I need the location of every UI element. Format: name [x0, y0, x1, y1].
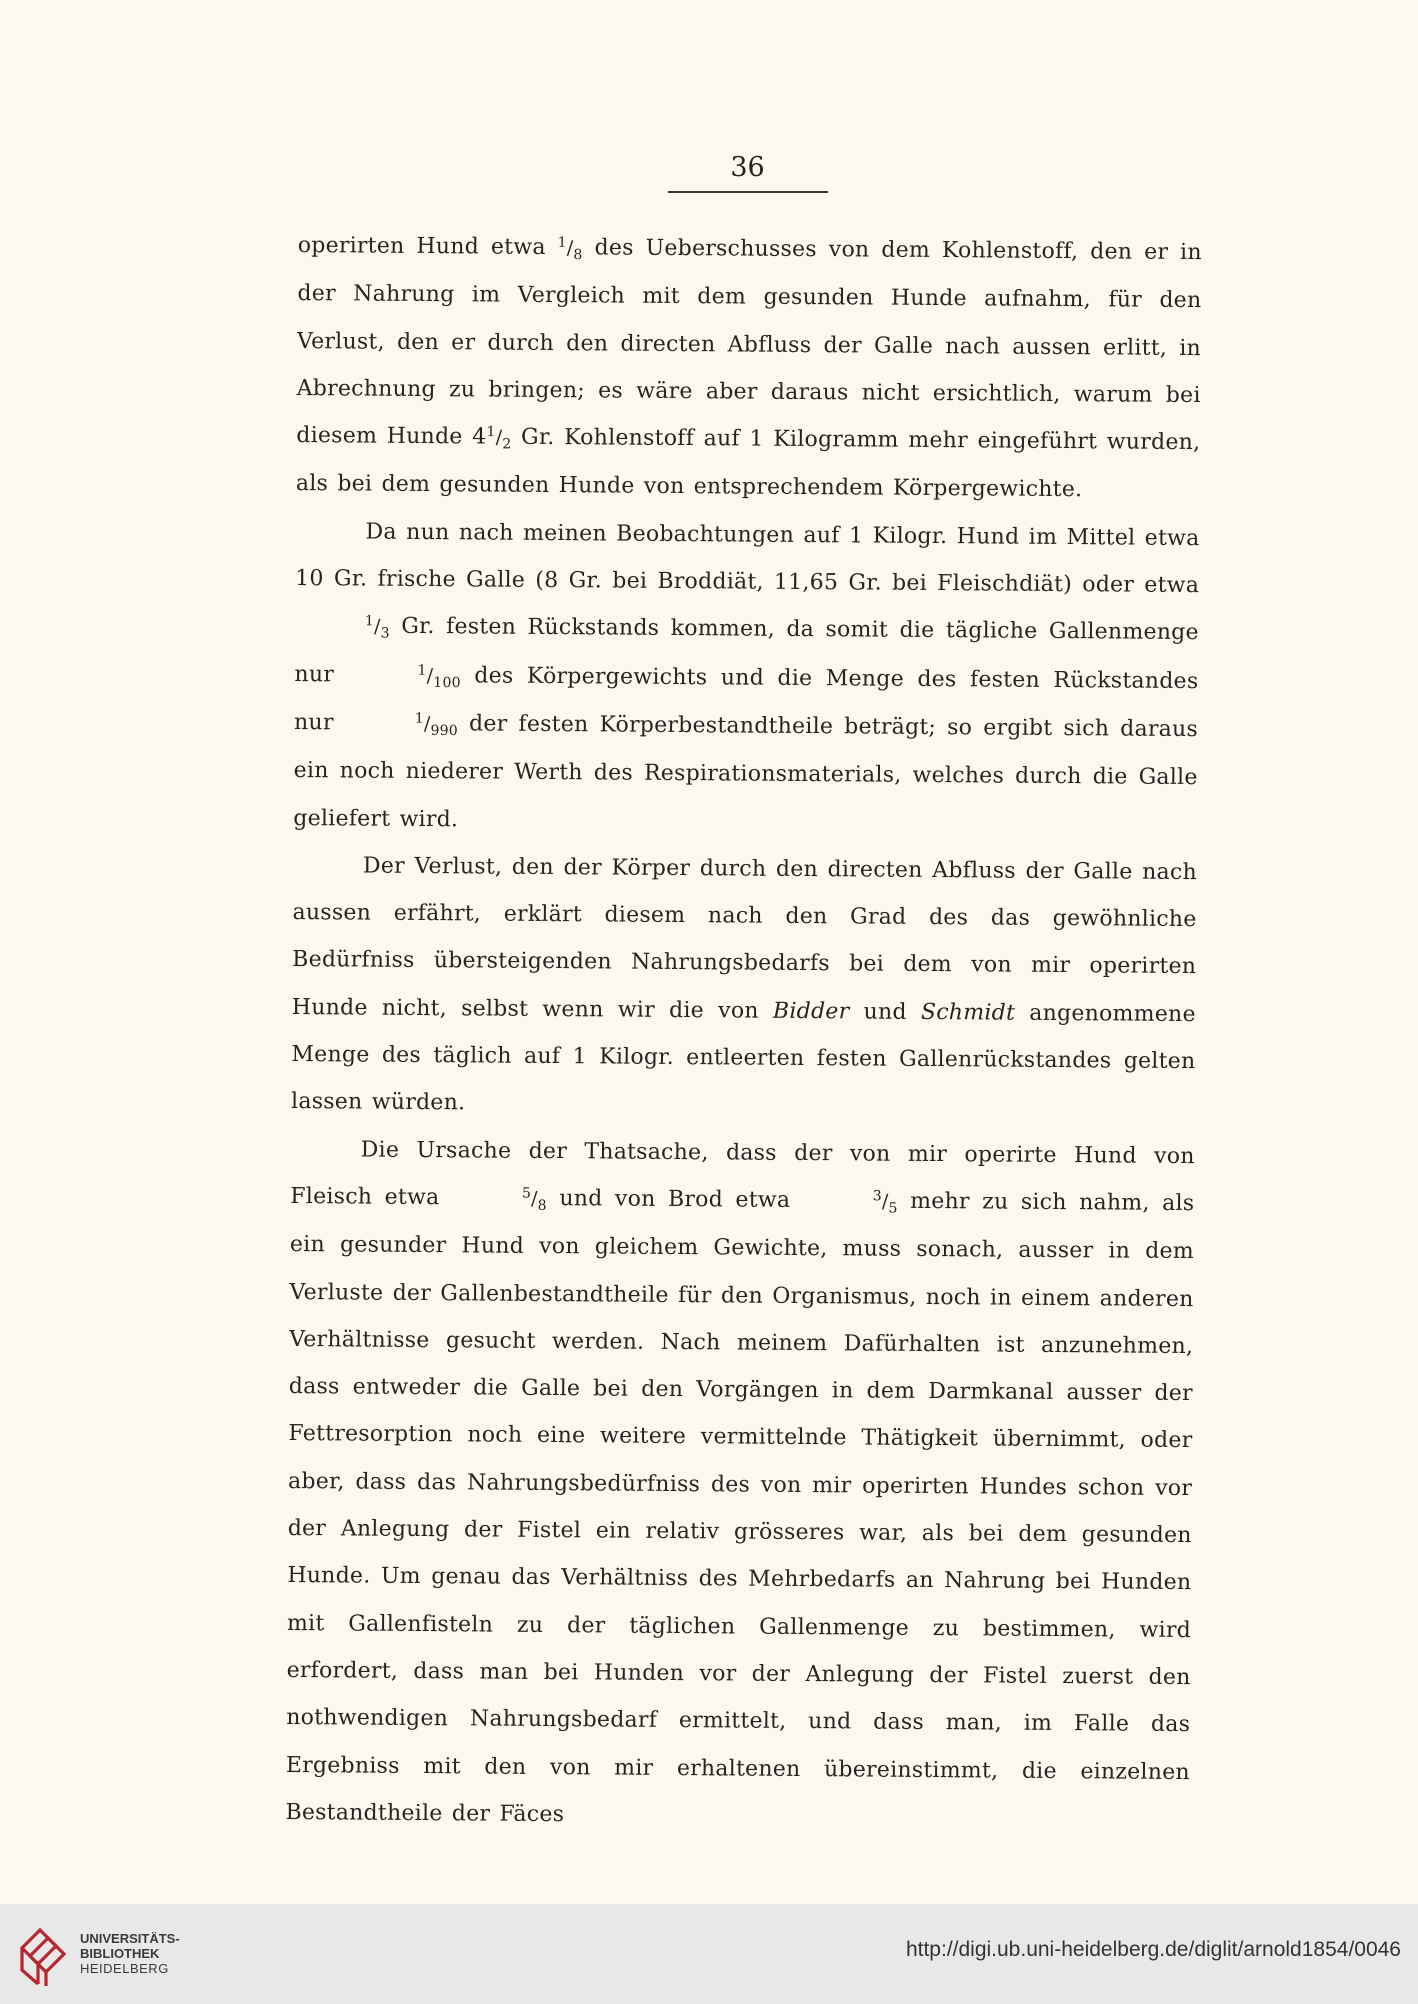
fraction-denominator: 100	[433, 674, 461, 691]
fraction-slash: /	[495, 426, 503, 449]
fraction	[486, 415, 511, 462]
text-run: Die Ursache der Thatsache, dass der von mir operirte Hund von Fleisch etwa	[290, 1137, 1195, 1211]
page-number: 36	[730, 152, 765, 183]
fraction-slash: /	[566, 237, 574, 260]
fraction-numerator: 1	[486, 424, 496, 441]
text-run: Gr. Kohlenstoff auf 1 Kilogramm mehr eingeführt wurden, als bei dem gesunden Hunde von entsprechendem Körpergewichte.	[295, 424, 1201, 503]
text-run: angenommene Menge des täglich auf 1 Kilogr. entleerten festen Gallenrückstandes gelten lassen würden.	[290, 1000, 1196, 1116]
fraction-denominator: 8	[573, 246, 583, 264]
body-text	[285, 222, 1202, 1843]
text-run: und von Brod etwa	[546, 1185, 803, 1213]
author-name: Schmidt	[920, 999, 1016, 1026]
paragraph	[296, 222, 1202, 515]
fraction-numerator: 1	[417, 662, 427, 679]
fraction-denominator: 3	[380, 625, 390, 642]
fraction-slash: /	[426, 664, 434, 687]
fraction-numerator: 1	[364, 613, 375, 630]
fraction-numerator: 1	[414, 710, 424, 727]
fraction	[803, 1178, 898, 1226]
source-url[interactable]: http://digi.ub.uni-heidelberg.de/diglit/arnold1854/0046	[905, 1938, 1401, 1961]
library-name-line: BIBLIOTHEK	[80, 1946, 160, 1961]
fraction	[452, 1175, 547, 1223]
text-run: mehr zu sich nahm, als ein gesunder Hund von gleichem Gewichte, muss sonach, ausser in dem Verluste der Gallenbestandtheile für den Organismus, noch in einem anderen Verhältnisse gesucht werden. Nach meinem Dafürhalten ist anzunehmen, dass entweder die Galle bei den Vorgängen in dem Darmkanal ausser der Fettresorption noch eine weitere vermittelnde Thätigkeit übernimmt, oder aber, dass das Nahrungsbedürfniss des von mir operirten Hundes schon vor der Anlegung der Fistel ein relativ grösseres war, als bei dem gesunden Hunde. Um genau das Verhältniss des Mehrbedarfs an Nahrung bei Hunden mit Gallenfisteln zu der täglichen Gallenmenge zu bestimmen, wird erfordert, dass man bei Hunden vor der Anlegung der Fistel zuerst den nothwendigen Nahrungsbedarf ermittelt, und dass man, im Falle das Ergebniss mit den von mir erhaltenen übereinstimmt, die einzelnen Bestandtheile der Fäces	[285, 1188, 1195, 1827]
page-number-rule	[668, 191, 828, 193]
text-run: und	[849, 999, 922, 1025]
fraction-slash: /	[423, 712, 431, 736]
library-name-line: HEIDELBERG	[80, 1961, 169, 1976]
text-run: der festen Körperbestandtheile beträgt; so ergibt sich daraus ein noch niederer Werth des Respirationsmaterials, welches durch die Galle geliefert wird.	[293, 711, 1199, 832]
library-name-line: UNIVERSITÄTS-	[80, 1931, 180, 1946]
text-run: des Ueberschusses von dem Kohlenstoff, den er in der Nahrung im Vergleich mit dem gesunden Hunde aufnahm, für den Verlust, den er durch den directen Abfluss der Galle nach aussen erlitt, in Abrechnung zu bringen; es wäre aber daraus nicht ersichtlich, warum bei diesem Hunde 4	[296, 235, 1202, 450]
fraction-numerator: 5	[521, 1185, 532, 1202]
text-run: des Körpergewichts und die Menge des festen Rückstandes nur	[293, 662, 1199, 736]
text-run: Gr. festen Rückstands kommen, da somit die tägliche Gallenmenge nur	[294, 614, 1199, 688]
fraction-slash: /	[881, 1190, 889, 1213]
paragraph	[293, 508, 1200, 849]
fraction-slash: /	[531, 1187, 538, 1210]
fraction-numerator: 1	[557, 234, 567, 251]
author-name: Bidder	[772, 998, 850, 1025]
fraction-denominator: 5	[888, 1200, 898, 1217]
library-name	[80, 1931, 180, 1976]
library-logo-icon	[16, 1918, 74, 1988]
paragraph	[291, 842, 1197, 1133]
fraction-denominator: 990	[430, 722, 459, 740]
fraction	[347, 652, 461, 700]
paragraph	[285, 1126, 1195, 1844]
text-run: operirten Hund etwa	[297, 232, 558, 261]
text-run: Da nun nach meinen Beobachtungen auf 1 Kilogr. Hund im Mittel etwa 10 Gr. frische Galle (8 Gr. bei Broddiät, 11,65 Gr. bei Fleischdiät) oder etwa	[295, 519, 1200, 599]
fraction-numerator: 3	[872, 1188, 882, 1205]
fraction	[295, 603, 390, 651]
text-run: Der Verlust, den der Körper durch den directen Abfluss der Galle nach aussen erfährt, erklärt diesem nach den Grad des das gewöhnliche Bedürfniss übersteigenden Nahrungsbedarfs bei dem von mir operirten Hunde nicht, selbst wenn wir die von	[291, 853, 1198, 1024]
fraction-denominator: 8	[537, 1197, 547, 1214]
footer-bar	[0, 1904, 1418, 2004]
fraction	[345, 700, 459, 748]
fraction-denominator: 2	[502, 436, 512, 453]
fraction	[557, 225, 582, 272]
fraction-slash: /	[373, 615, 381, 639]
